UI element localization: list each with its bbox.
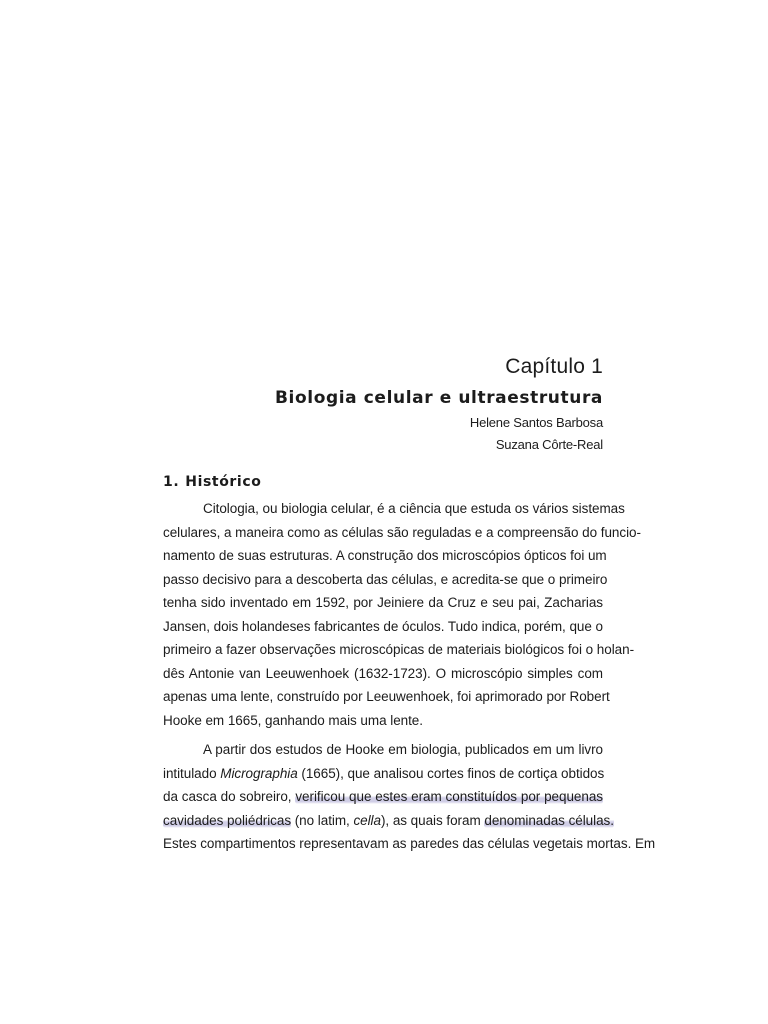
text-line — [163, 785, 603, 809]
text-line: primeiro a fazer observações microscópicas de materiais biológicos foi o holan- — [163, 642, 635, 657]
author-name: Helene Santos Barbosa — [469, 415, 603, 430]
text-line — [163, 809, 614, 833]
chapter-number: Capítulo 1 — [505, 355, 603, 378]
latin-term: cella — [353, 812, 381, 828]
text-line: passo decisivo para a descoberta das células, e acredita-se que o primeiro — [163, 571, 608, 587]
text-line: A partir dos estudos de Hooke em biologia, publicados em um livro — [203, 742, 603, 757]
text-line: Citologia, ou biologia celular, é a ciência que estuda os vários sistemas — [203, 501, 625, 516]
author-name: Suzana Côrte-Real — [495, 437, 603, 452]
text-line: celulares, a maneira como as células são reguladas e a compreensão do funcio- — [163, 524, 641, 540]
book-title: Micrographia — [220, 765, 298, 781]
chapter-header — [275, 352, 603, 456]
text-line: apenas uma lente, construído por Leeuwenhoek, foi aprimorado por Robert — [163, 689, 610, 704]
body-text — [163, 497, 656, 856]
text-line: namento de suas estruturas. A construção dos microscópios ópticos foi um — [163, 548, 607, 563]
chapter-title: Biologia celular e ultraestrutura — [275, 388, 603, 408]
text-line — [163, 762, 603, 786]
paragraph — [163, 497, 641, 732]
section-number: 1. — [163, 474, 180, 490]
text-span: (no latim, — [291, 812, 354, 828]
text-line: Jansen, dois holandeses fabricantes de óculos. Tudo indica, porém, que o — [163, 618, 603, 634]
text-line: Hooke em 1665, ganhando mais uma lente. — [163, 712, 423, 728]
text-span: ), as quais foram — [380, 812, 485, 828]
highlighted-text: verificou que estes eram constituídos por pequenas — [295, 789, 603, 804]
text-line: Estes compartimentos representavam as paredes das células vegetais mortas. Em — [163, 836, 656, 851]
text-span: da casca do sobreiro, — [163, 789, 296, 804]
section-title: Histórico — [185, 474, 262, 490]
text-span: intitulado — [163, 765, 221, 781]
highlighted-text: denominadas células. — [484, 812, 614, 828]
highlighted-text: cavidades poliédricas — [163, 812, 292, 828]
text-line: dês Antonie van Leeuwenhoek (1632-1723). O microscópio simples com — [163, 665, 603, 681]
paragraph — [163, 738, 656, 856]
section-heading — [163, 470, 261, 494]
text-line: tenha sido inventado em 1592, por Jeiniere da Cruz e seu pai, Zacharias — [163, 595, 603, 610]
text-span: (1665), que analisou cortes finos de cortiça obtidos — [297, 765, 605, 781]
